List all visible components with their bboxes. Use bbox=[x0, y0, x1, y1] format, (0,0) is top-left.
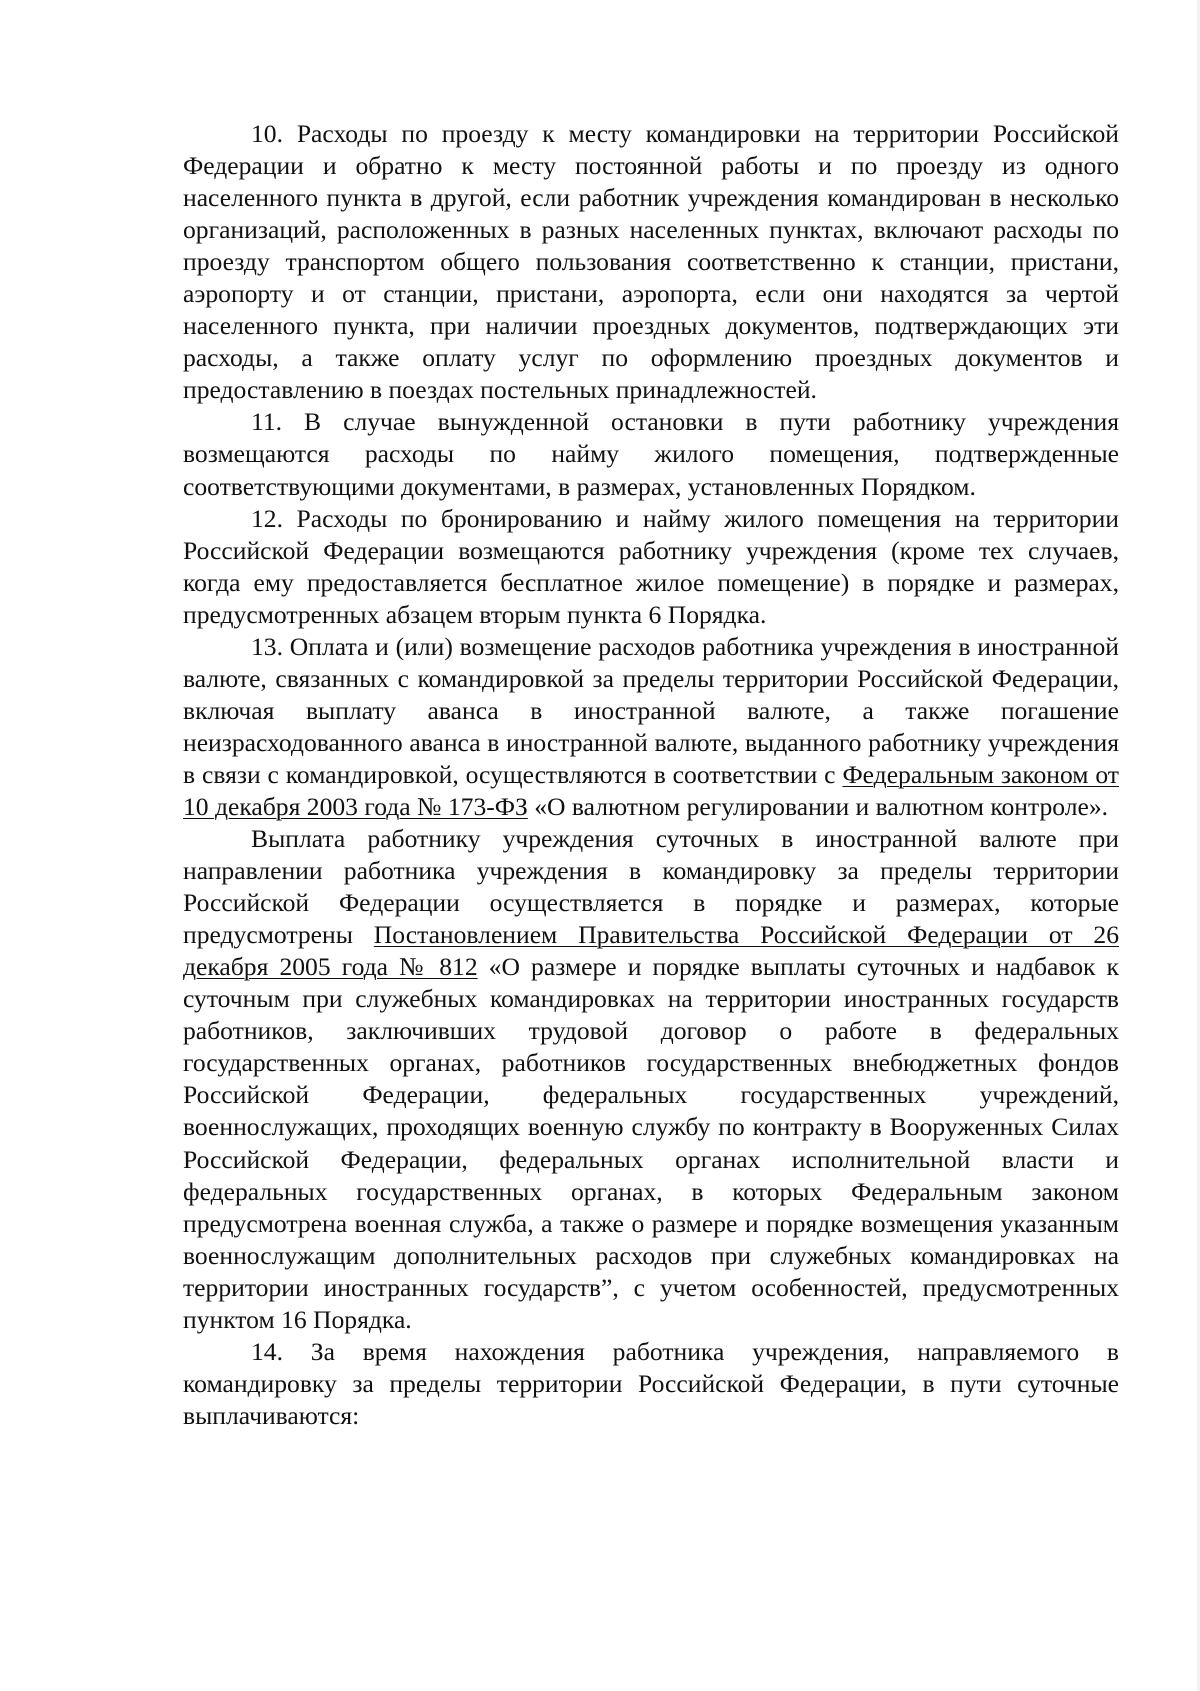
document-body bbox=[183, 118, 1119, 1432]
paragraph-13-second-text-before: Выплата работнику учреждения суточных в иностранной валюте при направлении работника учреждения в командировку за пределы территории Российской Федерации осуществляется в порядке и размерах, которые предусмотрены bbox=[183, 824, 1119, 950]
paragraph-12 bbox=[183, 503, 1119, 631]
government-decree-812-link[interactable]: Постановлением Правительства Российской Федерации от 26 декабря 2005 года № 812 bbox=[183, 920, 1120, 982]
paragraph-11-text: 11. В случае вынужденной остановки в пути работнику учреждения возмещаются расходы по найму жилого помещения, подтвержденные соответствующими документами, в размерах, установленных Порядком. bbox=[183, 407, 1119, 501]
paragraph-10 bbox=[183, 118, 1119, 406]
paragraph-13-text-before: 13. Оплата и (или) возмещение расходов работника учреждения в иностранной валюте, связанных с командировкой за пределы территории Российской Федерации, включая выплату аванса в иностранной валюте, а также погашение неизрасходованного аванса в иностранной валюте, выданного работнику учреждения в связи с командировкой, осуществляются в соответствии с bbox=[183, 631, 1119, 789]
paragraph-13-text-after: «О валютном регулировании и валютном контроле». bbox=[527, 791, 1109, 821]
paragraph-13-second-text-after: «О размере и порядке выплаты суточных и надбавок к суточным при служебных командировках на территории иностранных государств работников, заключивших трудовой договор о работе в федеральных государственных органах, работников государственных внебюджетных фондов Российской Федерации, федеральных государственных учреждений, военнослужащих, проходящих военную службу по контракту в Вооруженных Силах Российской Федерации, федеральных органах исполнительной власти и федеральных государственных органах, в которых Федеральным законом предусмотрена военная служба, а также о размере и порядке возмещения указанным военнослужащим дополнительных расходов при служебных командировках на территории иностранных государств”, с учетом особенностей, предусмотренных пунктом 16 Порядка. bbox=[183, 952, 1119, 1334]
paragraph-14-text: 14. За время нахождения работника учреждения, направляемого в командировку за пределы территории Российской Федерации, в пути суточные выплачиваются: bbox=[183, 1336, 1119, 1430]
paragraph-13 bbox=[183, 631, 1119, 823]
paragraph-10-text: 10. Расходы по проезду к месту командировки на территории Российской Федерации и обратно к месту постоянной работы и по проезду из одного населенного пункта в другой, если работник учреждения командирован в несколько организаций, расположенных в разных населенных пунктах, включают расходы по проезду транспортом общего пользования соответственно к станции, пристани, аэропорту и от станции, пристани, аэропорта, если они находятся за чертой населенного пункта, при наличии проездных документов, подтверждающих эти расходы, а также оплату услуг по оформлению проездных документов и предоставлению в поездах постельных принадлежностей. bbox=[183, 119, 1119, 405]
paragraph-14 bbox=[183, 1336, 1119, 1432]
federal-law-173-link[interactable]: Федеральным законом от 10 декабря 2003 года № 173-ФЗ bbox=[183, 759, 1119, 821]
paragraph-11 bbox=[183, 406, 1119, 502]
paragraph-13-second bbox=[183, 823, 1119, 1336]
paragraph-12-text: 12. Расходы по бронированию и найму жилого помещения на территории Российской Федерации возмещаются работнику учреждения (кроме тех случаев, когда ему предоставляется бесплатное жилое помещение) в порядке и размерах, предусмотренных абзацем вторым пункта 6 Порядка. bbox=[183, 503, 1119, 629]
